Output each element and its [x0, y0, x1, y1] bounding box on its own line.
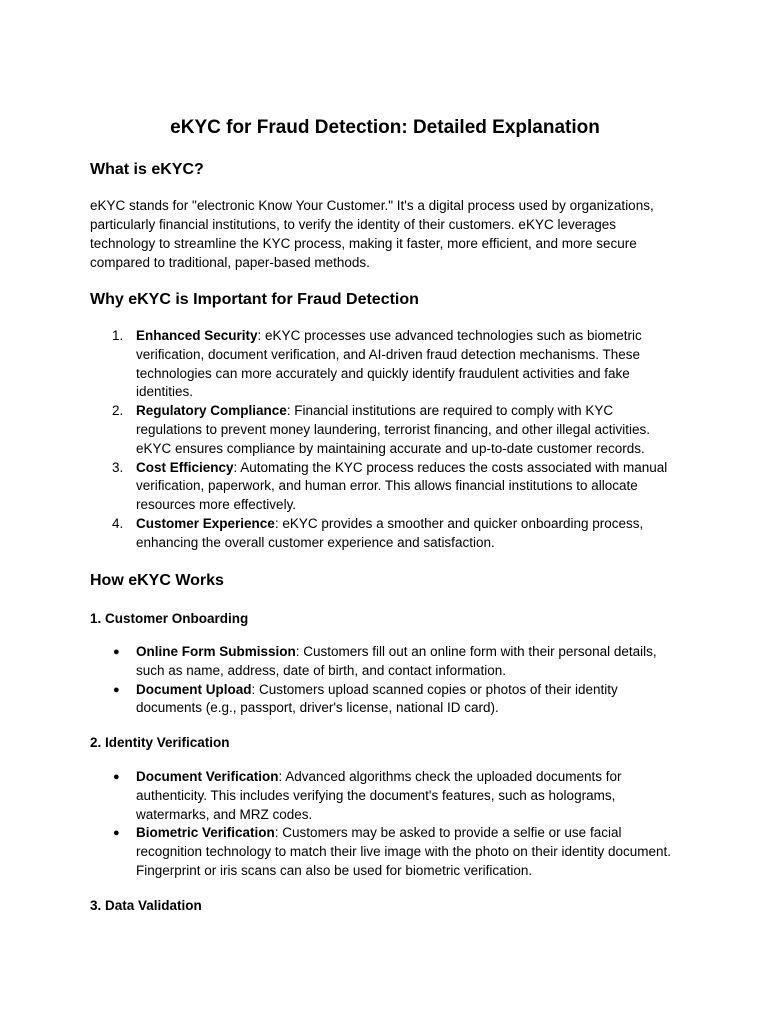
item-text: : Automating the KYC process reduces the costs associated with manual verification, paperwork, and human error. This allows financial institutions to allocate resources more effectively.: [136, 459, 668, 513]
list-marker: 3.: [112, 459, 124, 475]
heading-data-validation: 3. Data Validation: [90, 898, 202, 913]
item-term: Online Form Submission: [136, 644, 296, 659]
item-term: Regulatory Compliance: [136, 403, 287, 419]
list-item: [90, 681, 680, 719]
list-item: [90, 402, 680, 458]
bullet-icon: ●: [113, 646, 120, 658]
list-item: [90, 824, 680, 880]
bullet-icon: ●: [113, 827, 120, 840]
list-marker: 1.: [112, 328, 124, 343]
list-item: [90, 515, 680, 553]
heading-customer-onboarding: 1. Customer Onboarding: [90, 611, 249, 626]
list-item: [90, 643, 680, 681]
item-text: : Customers fill out an online form with their personal details, such as name, address, date of birth, and contact information.: [136, 644, 657, 678]
list-item: [90, 768, 680, 824]
list-identity-verification: [90, 768, 680, 881]
item-text: : Financial institutions are required to comply with KYC regulations to prevent money laundering, terrorist financing, and other illegal activities. eKYC ensures compliance by maintaining accurate and up-to-date customer records.: [136, 403, 651, 456]
list-marker: 2.: [112, 403, 124, 419]
list-item: [90, 459, 680, 515]
bullet-icon: ●: [113, 683, 120, 696]
heading-why-important: Why eKYC is Important for Fraud Detection: [90, 291, 419, 308]
item-term: Enhanced Security: [136, 328, 258, 343]
item-term: Document Upload: [136, 681, 252, 697]
paragraph-what-is-ekyc: eKYC stands for "electronic Know Your Customer." It's a digital process used by organizations, particularly financial institutions, to verify the identity of their customers. eKYC leverages technology to streamline the KYC process, making it faster, more efficient, and more secure compared to traditional, paper-based methods.: [90, 198, 654, 270]
heading-identity-verification: 2. Identity Verification: [90, 735, 230, 750]
list-why-important: [90, 327, 680, 553]
list-customer-onboarding: [90, 643, 680, 718]
item-text: : eKYC processes use advanced technologies such as biometric verification, document verification, and AI-driven fraud detection mechanisms. These technologies can more accurately and quickly identify fraudulent activities and fake identities.: [136, 328, 642, 400]
item-text: : Customers may be asked to provide a selfie or use facial recognition technology to match their live image with the photo on their identity document. Fingerprint or iris scans can also be used for biometric verification.: [136, 825, 672, 878]
item-text: : Customers upload scanned copies or photos of their identity documents (e.g., passport, driver's license, national ID card).: [136, 681, 618, 716]
item-term: Cost Efficiency: [136, 459, 234, 475]
item-term: Document Verification: [136, 769, 279, 784]
bullet-icon: ●: [113, 771, 120, 783]
item-text: : Advanced algorithms check the uploaded documents for authenticity. This includes verifying the document's features, such as holograms, watermarks, and MRZ codes.: [136, 769, 622, 822]
item-text: : eKYC provides a smoother and quicker onboarding process, enhancing the overall customer experience and satisfaction.: [136, 515, 644, 550]
heading-what-is-ekyc: What is eKYC?: [90, 161, 204, 178]
document-title: eKYC for Fraud Detection: Detailed Explanation: [170, 117, 600, 138]
item-term: Biometric Verification: [136, 825, 275, 841]
list-item: [90, 327, 680, 402]
list-marker: 4.: [112, 515, 124, 531]
item-term: Customer Experience: [136, 515, 275, 531]
heading-how-ekyc-works: How eKYC Works: [90, 572, 224, 589]
